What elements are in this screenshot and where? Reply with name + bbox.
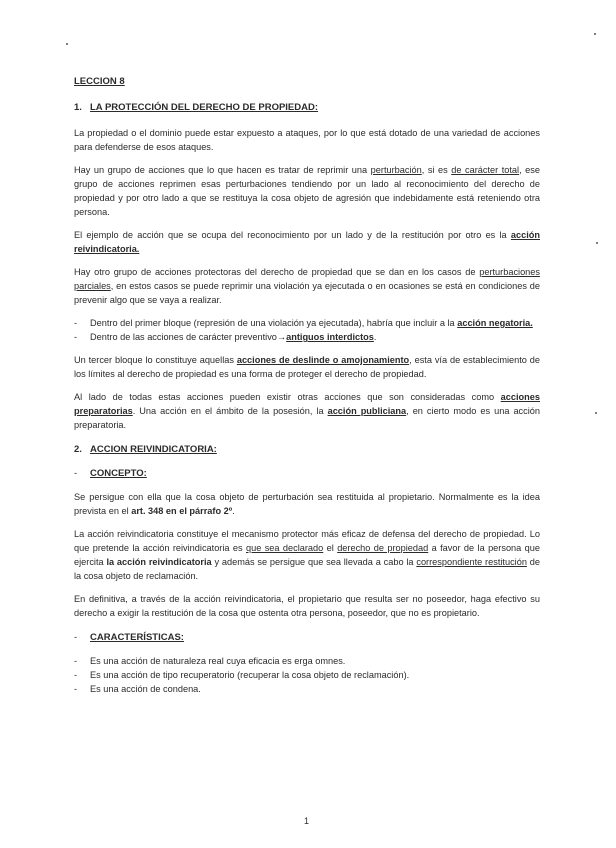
paragraph bbox=[74, 527, 540, 583]
list-item bbox=[74, 316, 540, 330]
underlined-term: correspondiente restitución bbox=[416, 557, 527, 567]
section-number: 1. bbox=[74, 102, 82, 113]
paragraph bbox=[74, 163, 540, 219]
key-term: acción reivindicatoria. bbox=[74, 230, 540, 254]
section-number: 2. bbox=[74, 444, 82, 455]
subheading-concept bbox=[74, 468, 540, 479]
dash: - bbox=[74, 632, 78, 643]
underlined-term: que sea declarado bbox=[246, 543, 324, 553]
list-item: - Es una acción de condena. bbox=[74, 682, 540, 696]
paragraph bbox=[74, 490, 540, 518]
list-item bbox=[74, 330, 540, 344]
underlined-term: perturbación bbox=[370, 165, 422, 175]
text-run: , si es bbox=[421, 165, 452, 175]
page-number: 1 bbox=[304, 816, 310, 826]
paragraph: La propiedad o el dominio puede estar expuesto a ataques, por lo que está dotado de una variedad de acciones para defenderse de esos ataques. bbox=[74, 128, 540, 152]
underlined-term: derecho de propiedad bbox=[337, 543, 429, 553]
scan-speck bbox=[595, 412, 597, 414]
text-run: , esta vía de establecimiento de los límites al derecho de propiedad es una forma de proteger el derecho de propiedad. bbox=[74, 355, 540, 379]
key-term: acciones de deslinde o amojonamiento bbox=[236, 355, 410, 365]
key-term: acción negatoria. bbox=[457, 318, 533, 328]
text-run: Se persigue con ella que la cosa objeto de perturbación sea restituida al propietario. Normalmente es la idea prevista en el bbox=[74, 492, 540, 516]
text-run: La acción reivindicatoria constituye el mecanismo protector más eficaz de defensa del derecho de propiedad. Lo que pretende la acción reivindicatoria es bbox=[74, 529, 540, 553]
text-run: Hay otro grupo de acciones protectoras del derecho de propiedad que se dan en los casos de bbox=[74, 267, 480, 277]
section-title: LA PROTECCIÓN DEL DERECHO DE PROPIEDAD: bbox=[90, 102, 319, 113]
text-run: . bbox=[232, 506, 235, 516]
bold-term: la acción reivindicatoria bbox=[106, 557, 212, 567]
section-heading-2 bbox=[74, 444, 540, 455]
lesson-title: LECCION 8 bbox=[74, 76, 125, 87]
text-run: el bbox=[323, 543, 338, 553]
text-run: , en estos casos se puede reprimir una violación ya ejecutada o en ocasiones se está en condiciones de prevenir algo que se vaya a realizar. bbox=[74, 281, 540, 305]
section-title: ACCION REIVINDICATORIA: bbox=[90, 444, 217, 455]
bold-term: art. 348 en el párrafo 2º bbox=[131, 506, 233, 516]
text-run: , en cierto modo es una acción preparatoria. bbox=[74, 406, 540, 430]
document-body bbox=[74, 76, 540, 705]
paragraph bbox=[74, 353, 540, 381]
list-item: - Es una acción de tipo recuperatorio (recuperar la cosa objeto de reclamación). bbox=[74, 668, 540, 682]
text-run: Un tercer bloque lo constituye aquellas bbox=[74, 355, 237, 365]
paragraph bbox=[74, 228, 540, 256]
text-run: Dentro del primer bloque (represión de una violación ya ejecutada), habría que incluir a la bbox=[90, 318, 458, 328]
section-heading-1 bbox=[74, 102, 540, 113]
text-run: de la cosa objeto de reclamación. bbox=[74, 557, 540, 581]
text-run: Al lado de todas estas acciones pueden existir otras acciones que son consideradas como bbox=[74, 392, 501, 402]
subheading-features bbox=[74, 632, 540, 643]
scan-speck bbox=[594, 33, 596, 35]
paragraph bbox=[74, 390, 540, 432]
subheading-title: CONCEPTO: bbox=[90, 468, 147, 479]
scan-speck bbox=[596, 242, 598, 244]
text-run: a favor de la persona que ejercita bbox=[74, 543, 540, 567]
key-term: antiguos interdictos bbox=[286, 332, 374, 342]
text-run: El ejemplo de acción que se ocupa del reconocimiento por un lado y de la restitución por otro es la bbox=[74, 230, 511, 240]
subheading-title: CARACTERÍSTICAS: bbox=[90, 632, 184, 643]
text-run: Hay un grupo de acciones que lo que hacen es tratar de reprimir una bbox=[74, 165, 371, 175]
scan-speck bbox=[66, 43, 68, 45]
list-item: - Es una acción de naturaleza real cuya eficacia es erga omnes. bbox=[74, 654, 540, 668]
text-run: . bbox=[373, 332, 377, 342]
features-list bbox=[74, 654, 540, 696]
key-term: acciones preparatorias bbox=[74, 392, 540, 416]
key-term: acción publiciana bbox=[327, 406, 407, 416]
paragraph bbox=[74, 265, 540, 307]
arrow-icon: → bbox=[276, 332, 287, 342]
text-run: y además se persigue que sea llevada a cabo la bbox=[211, 557, 417, 567]
text-run: . Una acción en el ámbito de la posesión, la bbox=[132, 406, 328, 416]
dash: - bbox=[74, 468, 78, 479]
text-run: , ese grupo de acciones reprimen esas perturbaciones tendiendo por un lado al reconocimiento del derecho de propiedad y por otro lado a que se restituya la cosa objeto de agresión que indebidamente está reteniendo otra persona. bbox=[74, 165, 540, 217]
text-run: Dentro de las acciones de carácter preventivo bbox=[90, 332, 277, 342]
bullet-list bbox=[74, 316, 540, 344]
underlined-term: perturbaciones parciales bbox=[74, 267, 540, 291]
paragraph: En definitiva, a través de la acción reivindicatoria, el propietario que resulta ser no poseedor, haga efectivo su derecho a exigir la restitución de la cosa que ostenta otra persona, poseedor, que no es propietario. bbox=[74, 594, 540, 618]
underlined-term: de carácter total bbox=[451, 165, 520, 175]
